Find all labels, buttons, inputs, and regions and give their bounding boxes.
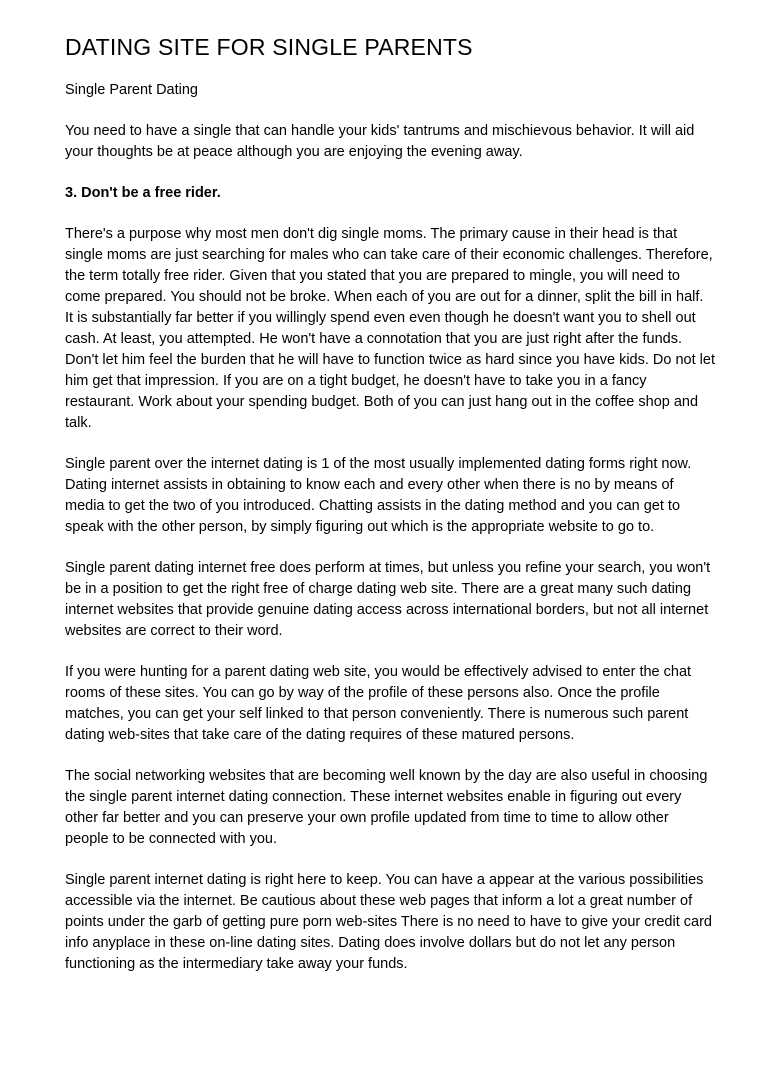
- body-paragraph: The social networking websites that are becoming well known by the day are also useful in choosing the single parent internet dating connection. These internet websites enable in figuring out every other far better and you can preserve your own profile updated from time to time to allow other people to be connected with you.: [65, 768, 708, 847]
- document-title: DATING SITE FOR SINGLE PARENTS: [65, 34, 473, 60]
- body-paragraph: There's a purpose why most men don't dig single moms. The primary cause in their head is that single moms are just searching for males who can take care of their economic challenges. Therefore, the term totally free rider. Given that you stated that you are prepared to mingle, you will need to come prepared. You should not be broke. When each of you are out for a dinner, split the bill in half. It is substantially far better if you willingly spend even even though he doesn't want you to shell out cash. At least, you attempted. He won't have a connotation that you are just right after the funds. Don't let him feel the burden that he will have to function twice as hard since you have kids. Do not let him get that impression. If you are on a tight budget, he doesn't have to take you in a fancy restaurant. Work about your spending budget. Both of you can just hang out in the coffee shop and talk.: [65, 226, 715, 431]
- body-paragraph: Single parent over the internet dating is 1 of the most usually implemented dating forms right now. Dating internet assists in obtaining to know each and every other when there is no by means of media to get the two of you introduced. Chatting assists in the dating method and you can get to speak with the other person, by simply figuring out which is the appropriate website to go to.: [65, 456, 692, 535]
- intro-paragraph: You need to have a single that can handle your kids' tantrums and mischievous behavior. It will aid your thoughts be at peace although you are enjoying the evening away.: [65, 123, 695, 160]
- document-subtitle: Single Parent Dating: [65, 82, 198, 98]
- body-paragraph: Single parent dating internet free does perform at times, but unless you refine your search, you won't be in a position to get the right free of charge dating web site. There are a great many such dating internet websites that provide genuine dating access across international borders, but not all internet websites are correct to their word.: [65, 560, 711, 639]
- body-paragraph: If you were hunting for a parent dating web site, you would be effectively advised to enter the chat rooms of these sites. You can go by way of the profile of these persons also. Once the profile matches, you can get your self linked to that person conveniently. There is numerous such parent dating web-sites that take care of the dating requires of these matured persons.: [65, 664, 692, 743]
- body-paragraph: Single parent internet dating is right here to keep. You can have a appear at the various possibilities accessible via the internet. Be cautious about these web pages that inform a lot a great number of points under the garb of getting pure porn web-sites There is no need to have to give your credit card info anyplace in these on-line dating sites. Dating does involve dollars but do not let any person functioning as the intermediary take away your funds.: [65, 872, 712, 972]
- document-page: [65, 32, 715, 995]
- section-heading: 3. Don't be a free rider.: [65, 185, 221, 201]
